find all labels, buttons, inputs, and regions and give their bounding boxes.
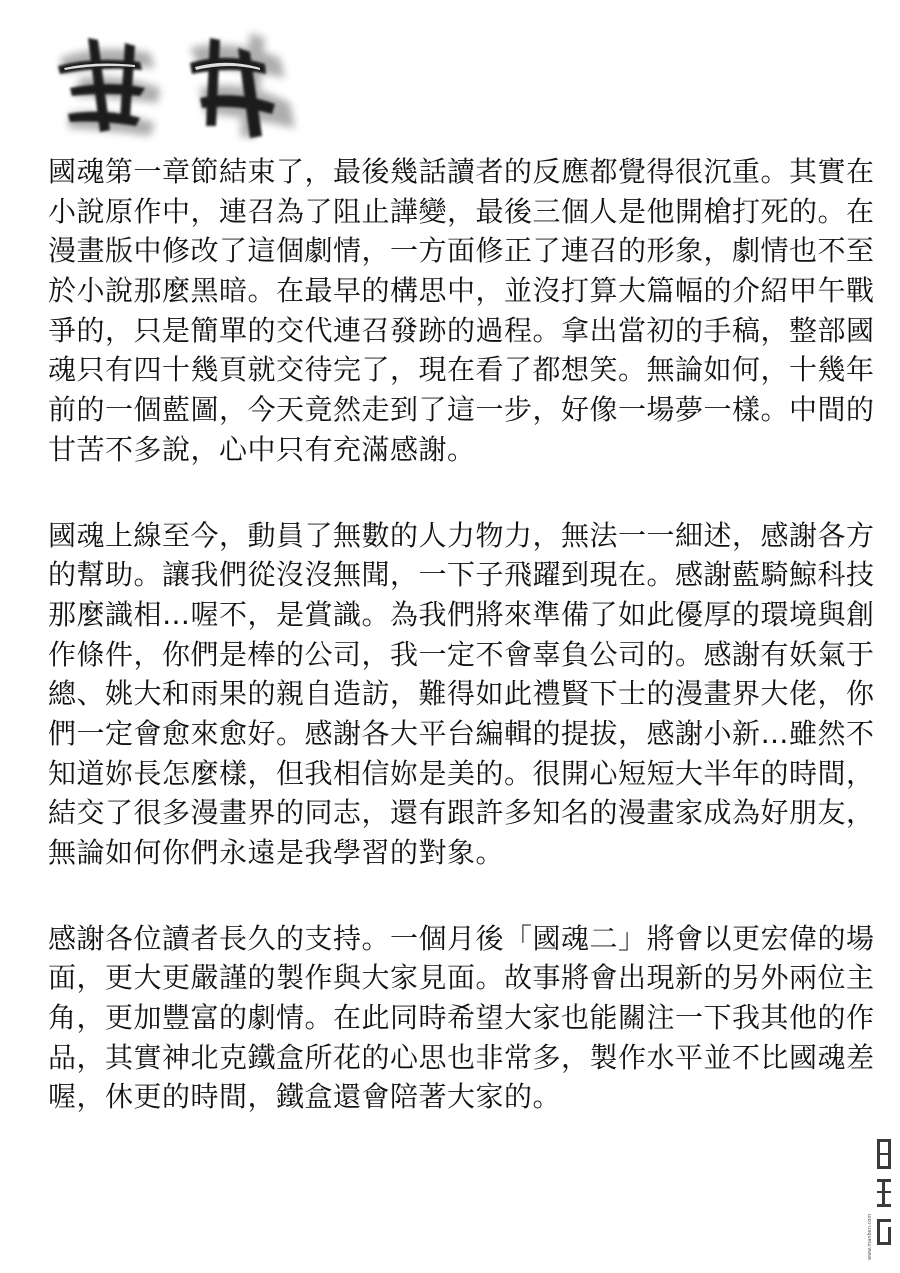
text-line: 國魂上線至今，動員了無數的人力物力，無法一一細述，感謝各方 (48, 518, 875, 552)
text-line: 於小說那麼黑暗。在最早的構思中，並沒打算大篇幅的介紹甲午戰 (48, 274, 875, 308)
text-line: 漫畫版中修改了這個劇情，一方面修正了連召的形象，劇情也不至 (48, 234, 875, 268)
text-line: 的幫助。讓我們從沒沒無聞，一下子飛躍到現在。感謝藍騎鯨科技 (48, 558, 875, 592)
watermark-url: www.manben.com (867, 1213, 873, 1260)
text-line: 無論如何你們永遠是我學習的對象。 (48, 836, 505, 869)
text-line: 總、姚大和雨果的親自造訪，難得如此禮賢下士的漫畫界大佬，你 (48, 677, 875, 711)
paragraph-2 (48, 516, 875, 873)
text-line: 品，其實神北克鐵盒所花的心思也非常多，製作水平並不比國魂差 (48, 1040, 875, 1074)
text-line: 知道妳長怎麼樣，但我相信妳是美的。很開心短短大半年的時間， (48, 756, 875, 790)
text-line: 前的一個藍圖，今天竟然走到了這一步，好像一場夢一樣。中間的 (48, 393, 875, 427)
text-line: 感謝各位讀者長久的支持。一個月後「國魂二」將會以更宏偉的場 (48, 921, 875, 955)
text-line: 國魂第一章節結束了，最後幾話讀者的反應都覺得很沉重。其實在 (48, 155, 875, 188)
article-body (48, 152, 875, 1163)
brush-calligraphy-logo (40, 18, 310, 148)
paragraph-3 (48, 919, 875, 1117)
text-line: 甘苦不多說，心中只有充滿感謝。 (48, 432, 476, 466)
site-watermark-logo (868, 1135, 898, 1265)
text-line: 作條件，你們是棒的公司，我一定不會辜負公司的。感謝有妖氣于 (48, 637, 875, 671)
paragraph-1 (48, 152, 875, 470)
text-line: 面，更大更嚴謹的製作與大家見面。故事將會出現新的另外兩位主 (48, 961, 875, 995)
text-line: 小說原作中，連召為了阻止譁變，最後三個人是他開槍打死的。在 (48, 194, 875, 228)
text-line: 結交了很多漫畫界的同志，還有跟許多知名的漫畫家成為好朋友， (48, 796, 875, 830)
text-line: 那麼識相…喔不，是賞識。為我們將來準備了如此優厚的環境與創 (48, 597, 875, 631)
text-line: 們一定會愈來愈好。感謝各大平台編輯的提拔，感謝小新…雖然不 (48, 716, 875, 750)
text-line: 角，更加豐富的劇情。在此同時希望大家也能關注一下我其他的作 (48, 1001, 875, 1035)
text-line: 爭的，只是簡單的交代連召發跡的過程。拿出當初的手稿，整部國 (48, 313, 875, 347)
text-line: 魂只有四十幾頁就交待完了，現在看了都想笑。無論如何，十幾年 (48, 353, 875, 387)
text-line: 喔，休更的時間，鐵盒還會陪著大家的。 (48, 1080, 562, 1114)
